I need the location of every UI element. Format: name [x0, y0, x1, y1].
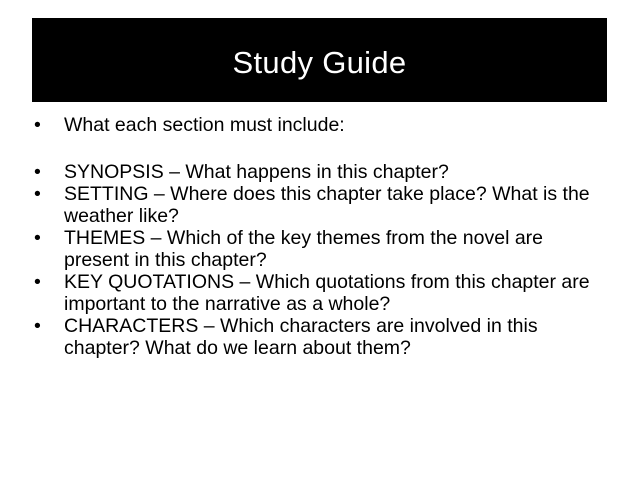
- bullet-icon: •: [34, 271, 41, 293]
- bullet-text: KEY QUOTATIONS – Which quotations from this chapter are important to the narrative as a whole?: [64, 271, 590, 315]
- list-item: [32, 227, 607, 271]
- bullet-text: CHARACTERS – Which characters are involved in this chapter? What do we learn about them?: [64, 315, 538, 359]
- list-item: [32, 271, 607, 315]
- bullet-text: SETTING – Where does this chapter take place? What is the weather like?: [64, 183, 590, 227]
- bullet-icon: •: [34, 183, 41, 205]
- slide-title: Study Guide: [232, 45, 407, 80]
- bullet-icon: •: [34, 114, 41, 136]
- bullet-icon: •: [34, 161, 41, 183]
- bullet-text: SYNOPSIS – What happens in this chapter?: [64, 161, 449, 183]
- bullet-text: THEMES – Which of the key themes from the novel are present in this chapter?: [64, 227, 544, 271]
- bullet-text: What each section must include:: [64, 114, 345, 136]
- list-item: [32, 315, 607, 359]
- list-item: [32, 183, 607, 227]
- bullet-icon: •: [34, 227, 41, 249]
- bullet-list: [32, 114, 607, 359]
- title-bar: [32, 18, 607, 102]
- bullet-icon: •: [34, 315, 41, 337]
- list-item: [32, 114, 607, 136]
- list-item: [32, 161, 607, 183]
